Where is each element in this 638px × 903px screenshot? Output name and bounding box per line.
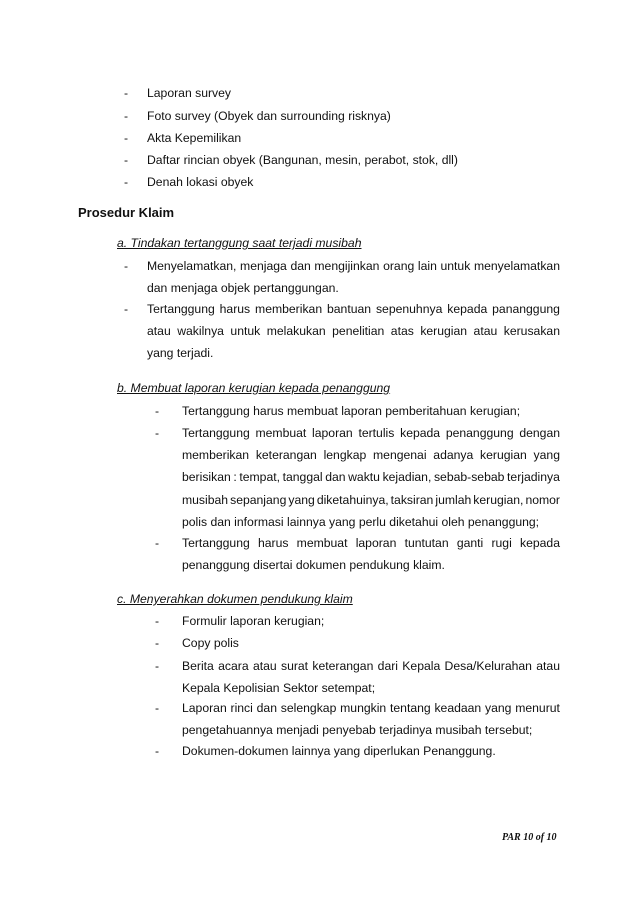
list-bullet: - (124, 259, 129, 273)
list-item-line: memberikan keterangan lengkap mengenai adanya kerugian yang (182, 448, 560, 463)
list-item-line: Tertanggung harus memberikan bantuan sepenuhnya kepada pananggung (147, 302, 560, 316)
list-item-line: musibah sepanjang yang diketahuinya, taksiran jumlah kerugian, nomor (182, 492, 560, 507)
list-item-line: Formulir laporan kerugian; (182, 614, 325, 628)
list-item-line: pengetahuannya menjadi penyebab terjadinya musibah tersebut; (182, 723, 533, 738)
list-bullet: - (155, 744, 160, 758)
list-bullet: - (155, 701, 160, 715)
section-heading: Prosedur Klaim (78, 205, 175, 220)
subsection-title: a. Tindakan tertanggung saat terjadi musibah (117, 236, 362, 250)
list-bullet: - (155, 404, 160, 418)
list-item-line: dan menjaga objek pertanggungan. (147, 281, 339, 296)
list-bullet: - (155, 636, 160, 650)
list-bullet: - (155, 614, 160, 628)
list-item-line: Kepala Kepolisian Sektor setempat; (182, 681, 376, 696)
list-item-line: Tertanggung membuat laporan tertulis kepada penanggung dengan (182, 426, 560, 440)
list-bullet: - (124, 175, 129, 189)
page-footer: PAR 10 of 10 (502, 832, 557, 843)
list-item: Akta Kepemilikan (147, 131, 242, 145)
list-item-line: Dokumen-dokumen lainnya yang diperlukan Penanggung. (182, 744, 496, 758)
list-bullet: - (124, 86, 129, 100)
list-item-line: Tertanggung harus membuat laporan tuntutan ganti rugi kepada (182, 536, 560, 550)
list-item: Daftar rincian obyek (Bangunan, mesin, perabot, stok, dll) (147, 153, 458, 167)
list-item-line: Copy polis (182, 636, 239, 650)
list-item-line: penanggung disertai dokumen pendukung klaim. (182, 558, 445, 573)
list-item: Foto survey (Obyek dan surrounding risknya) (147, 109, 391, 123)
list-item-line: atau wakilnya untuk melakukan penelitian atas kerugian atau kerusakan (147, 324, 560, 339)
subsection-title: b. Membuat laporan kerugian kepada penanggung (117, 381, 391, 395)
list-bullet: - (124, 153, 129, 167)
list-item-line: Tertanggung harus membuat laporan pemberitahuan kerugian; (182, 404, 521, 418)
list-item-line: yang terjadi. (147, 346, 214, 361)
list-item: Denah lokasi obyek (147, 175, 254, 189)
list-bullet: - (124, 131, 129, 145)
list-bullet: - (155, 659, 160, 673)
list-bullet: - (124, 109, 129, 123)
subsection-title: c. Menyerahkan dokumen pendukung klaim (117, 592, 353, 606)
list-item-line: berisikan : tempat, tanggal dan waktu kejadian, sebab-sebab terjadinya (182, 470, 560, 485)
list-item-line: Laporan rinci dan selengkap mungkin tentang keadaan yang menurut (182, 701, 560, 715)
list-bullet: - (155, 536, 160, 550)
list-item-line: polis dan informasi lainnya yang perlu diketahui oleh penanggung; (182, 514, 540, 529)
list-item-line: Menyelamatkan, menjaga dan mengijinkan orang lain untuk menyelamatkan (147, 259, 560, 273)
list-item-line: Berita acara atau surat keterangan dari Kepala Desa/Kelurahan atau (182, 659, 560, 673)
list-item: Laporan survey (147, 86, 232, 100)
list-bullet: - (124, 302, 129, 316)
list-bullet: - (155, 426, 160, 440)
